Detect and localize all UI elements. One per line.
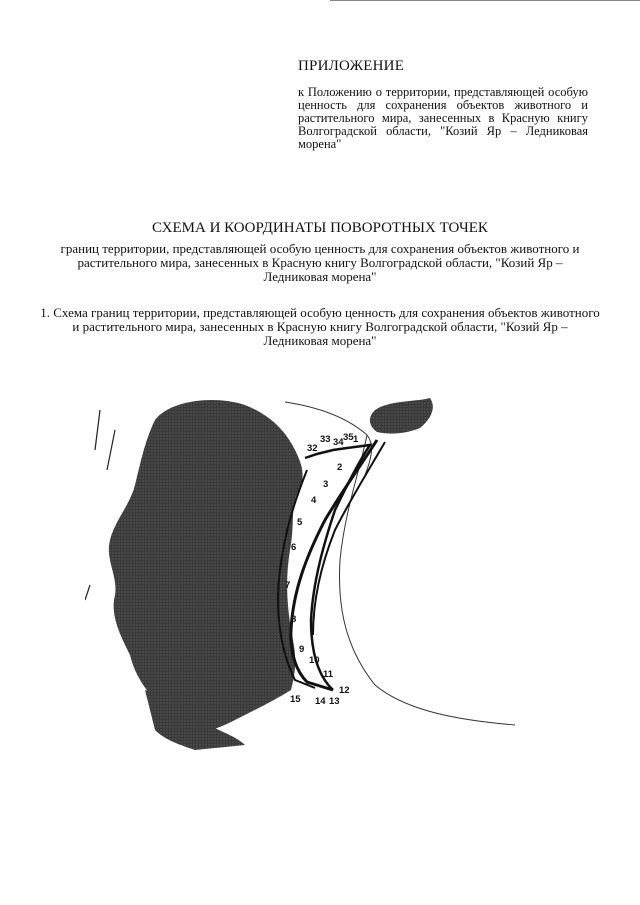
boundary-map <box>85 390 555 750</box>
appendix-subtitle: к Положению о территории, представляющей особую ценность для сохранения объектов животного и растительного мира, занесенных в Красную книгу Волгоградской области, "Козий Яр – Ледниковая морена" <box>298 85 588 151</box>
point-label: 4 <box>311 495 317 506</box>
terrain-outline-east <box>339 435 515 725</box>
appendix-label: ПРИЛОЖЕНИЕ <box>298 58 405 74</box>
boundary-inner-2 <box>313 442 385 635</box>
point-label: 12 <box>339 685 350 696</box>
scheme-subtitle: границ территории, представляющей особую ценность для сохранения объектов животного и растительного мира, занесенных в Красную книгу Волгоградской области, "Козий Яр – Ледниковая морена" <box>60 241 580 284</box>
point-label: 14 <box>315 696 326 707</box>
point-label: 5 <box>297 517 303 528</box>
point-label: 9 <box>299 644 305 655</box>
point-label: 11 <box>323 669 334 680</box>
top-border-line <box>330 0 640 1</box>
forest-area <box>109 400 303 732</box>
left-edge-mark <box>95 410 100 450</box>
scheme-title: СХЕМА И КООРДИНАТЫ ПОВОРОТНЫХ ТОЧЕК <box>152 220 488 236</box>
point-label: 3 <box>323 479 329 490</box>
point-label: 35 <box>343 432 354 443</box>
point-label: 33 <box>320 434 331 445</box>
point-label: 2 <box>337 462 343 473</box>
boundary-outer <box>305 445 370 690</box>
point-label: 34 <box>333 437 344 448</box>
point-label: 1 <box>353 434 359 445</box>
point-label: 15 <box>290 694 301 705</box>
point-label: 8 <box>291 614 297 625</box>
forest-area-north-east <box>370 398 433 434</box>
left-edge-mark <box>85 585 90 600</box>
point-label: 6 <box>291 542 297 553</box>
point-label: 7 <box>285 580 291 591</box>
point-label: 10 <box>309 655 320 666</box>
section-title: 1. Схема границ территории, представляющей особую ценность для сохранения объектов животного и растительного мира, занесенных в Красную книгу Волгоградской области, "Козий Яр – Ледниковая морена" <box>40 305 600 348</box>
point-label: 32 <box>307 443 318 454</box>
left-edge-mark <box>107 430 115 470</box>
point-label: 13 <box>329 696 340 707</box>
